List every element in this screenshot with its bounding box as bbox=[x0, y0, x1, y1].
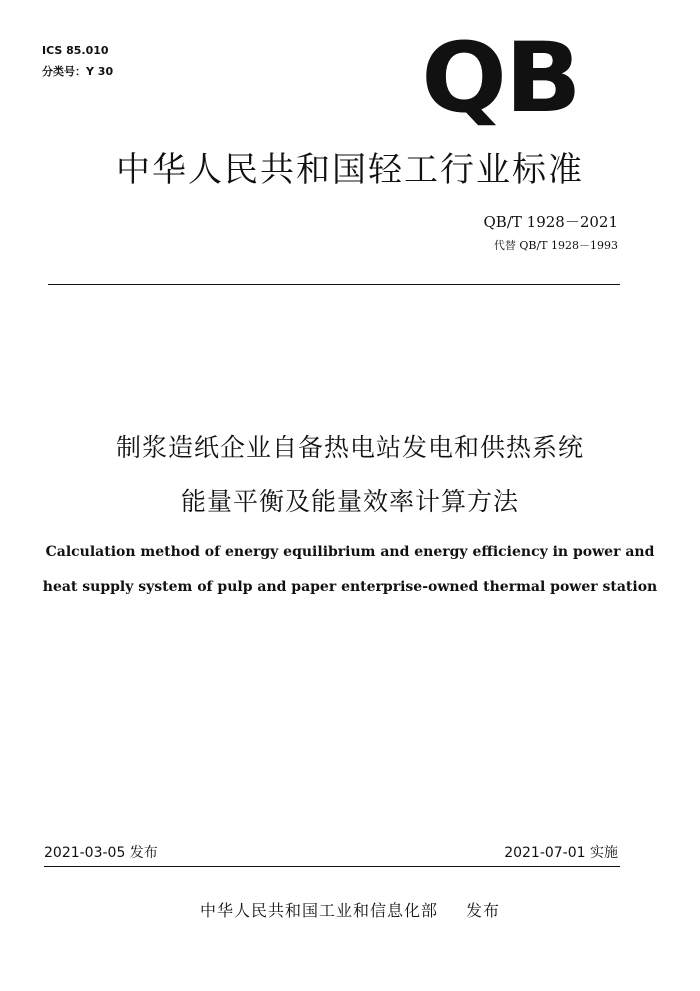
publisher bbox=[0, 898, 700, 921]
standard-type-title: 中华人民共和国轻工行业标准 bbox=[116, 150, 584, 190]
footer-divider bbox=[44, 866, 620, 867]
ics-code: ICS 85.010 bbox=[42, 44, 109, 57]
document-title-en-line2: heat supply system of pulp and paper enterprise-owned thermal power station bbox=[42, 579, 658, 595]
header-divider bbox=[48, 284, 620, 285]
implementation-date: 2021-07-01 实施 bbox=[504, 845, 618, 861]
document-title-cn-line2: 能量平衡及能量效率计算方法 bbox=[180, 487, 519, 516]
classification-code: 分类号：Y 30 bbox=[42, 65, 114, 78]
issue-date: 2021-03-05 发布 bbox=[44, 845, 158, 861]
replaces-standard: 代替 QB/T 1928－1993 bbox=[493, 239, 618, 252]
publisher-action: 发布 bbox=[466, 901, 501, 920]
standard-number: QB/T 1928－2021 bbox=[483, 213, 618, 231]
document-title-cn-line1: 制浆造纸企业自备热电站发电和供热系统 bbox=[115, 433, 584, 462]
document-title-en-line1: Calculation method of energy equilibrium and energy efficiency in power and bbox=[45, 544, 655, 560]
qb-logo: QB bbox=[421, 22, 580, 134]
publisher-name: 中华人民共和国工业和信息化部 bbox=[199, 901, 438, 920]
